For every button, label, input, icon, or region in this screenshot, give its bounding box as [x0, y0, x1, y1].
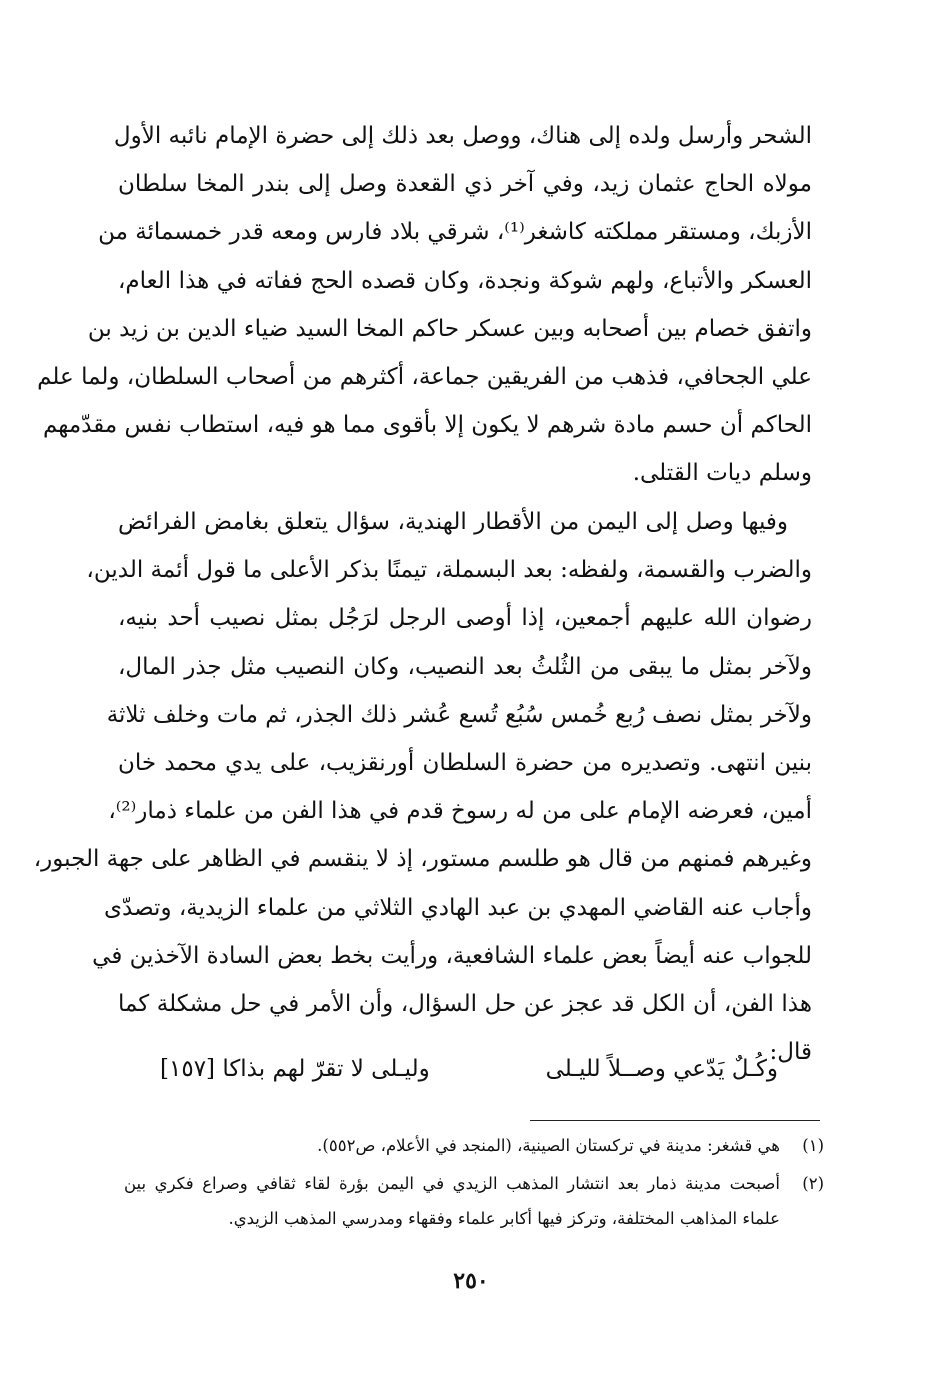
- text-line: العسكر والأتباع، ولهم شوكة ونجدة، وكان قصده الحج ففاته في هذا العام،: [118, 267, 812, 294]
- text-line: ولآخر بمثل ما يبقى من الثُلثُ بعد النصيب، وكان النصيب مثل جذر المال،: [118, 653, 812, 680]
- text-line: الحاكم أن حسم مادة شرهم لا يكون إلا بأقوى مما هو فيه، استطاب نفس مقدّمهم: [42, 412, 812, 439]
- text-line: والضرب والقسمة، ولفظه: بعد البسملة، تيمنًا بذكر الأعلى ما قول أئمة الدين،: [86, 557, 812, 584]
- footnote-line: أصبحت مدينة ذمار بعد انتشار المذهب الزيدي في اليمن بؤرة لقاء ثقافي وصراع فكري بين: [124, 1174, 780, 1193]
- text-line: هذا الفن، أن الكل قد عجز عن حل السؤال، وأن الأمر في حل مشكلة كما: [118, 990, 812, 1017]
- text-line: وسلم ديات القتلى.: [632, 460, 812, 487]
- footnote-line: هي قشغر: مدينة في تركستان الصينية، (المنجد في الأعلام، ص٥٥٢).: [317, 1136, 780, 1155]
- paragraph-1: [37, 112, 812, 498]
- text-line: علي الجحافي، فذهب من الفريقين جماعة، أكثرهم من أصحاب السلطان، ولما علم: [37, 363, 812, 390]
- text-line: الشحر وأرسل ولده إلى هناك، ووصل بعد ذلك إلى حضرة الإمام نائبه الأول: [113, 123, 812, 149]
- paragraph-2: [33, 498, 812, 1076]
- footnote-marker: (٢): [802, 1174, 824, 1193]
- footnote-1: [124, 1128, 824, 1164]
- text-line: وأجاب عنه القاضي المهدي بن عبد الهادي الثلاثي من علماء الزيدية، وتصدّى: [104, 894, 812, 921]
- footnote-2: [124, 1166, 824, 1236]
- text-line: وغيرهم فمنهم من قال هو طلسم مستور، إذ لا ينقسم في الظاهر على جهة الجبور،: [33, 846, 812, 873]
- footnote-line: علماء المذاهب المختلفة، وتركز فيها أكابر علماء وفقهاء ومدرسي المذهب الزيدي.: [228, 1209, 780, 1228]
- poetry-verse: [140, 1045, 812, 1093]
- text-line: الأزبك، ومستقر مملكته كاشغر⁽¹⁾، شرقي بلاد فارس ومعه قدر خمسمائة من: [98, 219, 812, 246]
- text-line: أمين، فعرضه الإمام على من له رسوخ قدم في هذا الفن من علماء ذمار⁽²⁾،: [108, 798, 812, 825]
- footnote-text: [124, 1128, 780, 1164]
- text-line: واتفق خصام بين أصحابه وبين عسكر حاكم المخا السيد ضياء الدين بن زيد بن: [87, 315, 812, 342]
- text-line: ولآخر بمثل نصف رُبع خُمس سُبُع تُسع عُشر ذلك الجذر، ثم مات وخلف ثلاثة: [106, 701, 812, 728]
- text-line: مولاه الحاج عثمان زيد، وفي آخر ذي القعدة وصل إلى بندر المخا سلطان: [118, 171, 812, 198]
- text-line: رضوان الله عليهم أجمعين، إذا أوصى الرجل لرَجُل بمثل نصيب أحد بنيه،: [118, 605, 812, 632]
- text-line: قال:: [769, 1039, 812, 1066]
- footnote-marker: (١): [802, 1136, 824, 1155]
- verse-first-hemistich: وكُـلٌ يَدّعي وصــلاً لليـلى: [545, 1056, 778, 1082]
- text-line: بنين انتهى. وتصديره من حضرة السلطان أورنقزيب، على يدي محمد خان: [118, 749, 812, 776]
- footnote-separator: [530, 1120, 820, 1121]
- footnotes: [124, 1128, 824, 1238]
- page-number: ٢٥٠: [453, 1268, 489, 1294]
- text-line: وفيها وصل إلى اليمن من الأقطار الهندية، سؤال يتعلق بغامض الفرائض: [118, 509, 788, 535]
- text-line: للجواب عنه أيضاً بعض علماء الشافعية، ورأيت بخط بعض السادة الآخذين في: [92, 942, 812, 969]
- footnote-text: [124, 1166, 780, 1236]
- verse-second-hemistich: وليـلى لا تقرّ لهم بذاكا [١٥٧]: [160, 1056, 430, 1082]
